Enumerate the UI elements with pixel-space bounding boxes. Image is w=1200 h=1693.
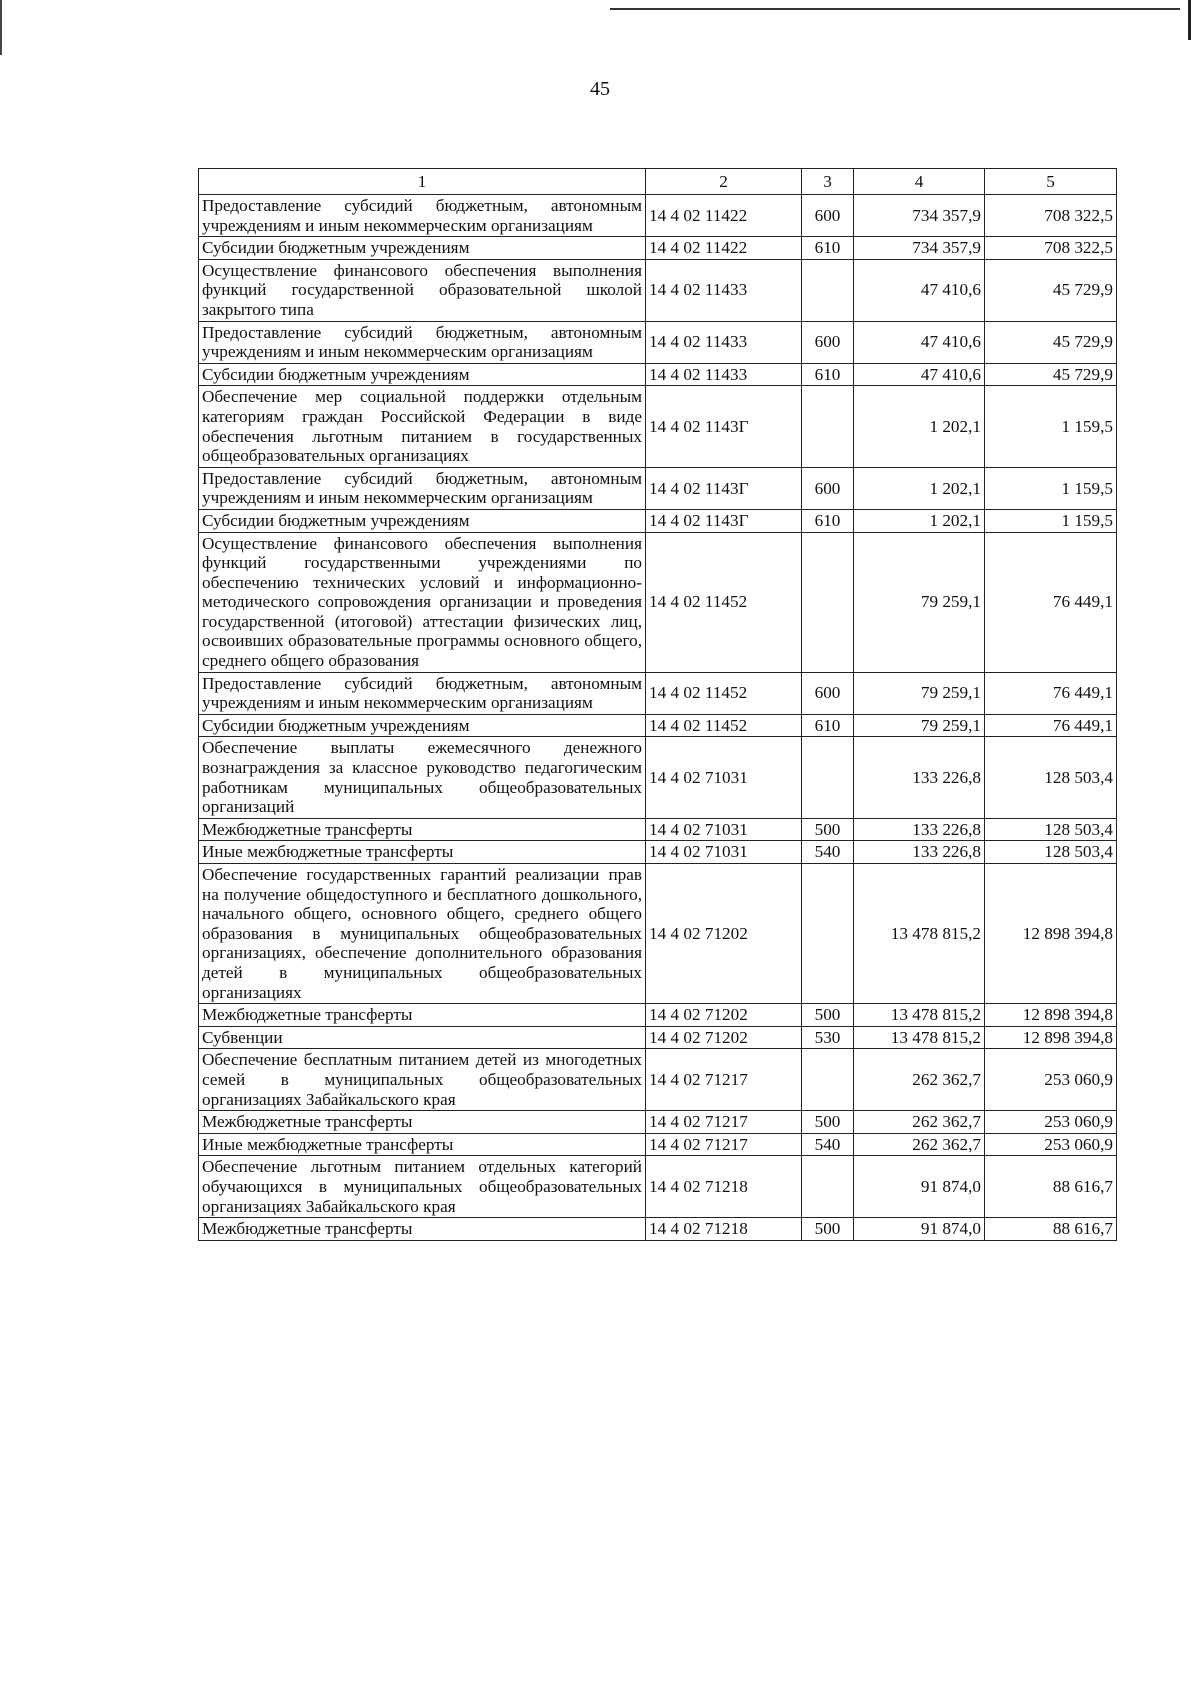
row-name: Предоставление субсидий бюджетным, автономным учреждениям и иным некоммерческим организациям bbox=[199, 672, 646, 714]
column-number-5: 5 bbox=[985, 169, 1117, 195]
row-expense-type: 500 bbox=[802, 1218, 854, 1241]
row-amount-col4: 47 410,6 bbox=[854, 321, 985, 363]
row-name: Обеспечение бесплатным питанием детей из многодетных семей в муниципальных общеобразовательных организациях Забайкальского края bbox=[199, 1049, 646, 1111]
column-number-row bbox=[199, 169, 1117, 195]
row-amount-col5: 1 159,5 bbox=[985, 509, 1117, 532]
row-amount-col4: 133 226,8 bbox=[854, 841, 985, 864]
row-amount-col4: 262 362,7 bbox=[854, 1133, 985, 1156]
row-code: 14 4 02 71202 bbox=[646, 1004, 802, 1027]
row-amount-col4: 13 478 815,2 bbox=[854, 864, 985, 1004]
row-amount-col5: 76 449,1 bbox=[985, 532, 1117, 672]
row-name: Субсидии бюджетным учреждениям bbox=[199, 509, 646, 532]
row-amount-col4: 79 259,1 bbox=[854, 714, 985, 737]
row-name: Субсидии бюджетным учреждениям bbox=[199, 363, 646, 386]
row-amount-col5: 128 503,4 bbox=[985, 841, 1117, 864]
row-amount-col5: 708 322,5 bbox=[985, 195, 1117, 237]
row-code: 14 4 02 11452 bbox=[646, 714, 802, 737]
table-row bbox=[199, 672, 1117, 714]
row-code: 14 4 02 71218 bbox=[646, 1156, 802, 1218]
table-row bbox=[199, 1004, 1117, 1027]
row-expense-type: 500 bbox=[802, 1004, 854, 1027]
row-expense-type: 610 bbox=[802, 509, 854, 532]
row-name: Межбюджетные трансферты bbox=[199, 1111, 646, 1134]
row-name: Обеспечение выплаты ежемесячного денежного вознаграждения за классное руководство педагогическим работникам муниципальных общеобразовательных организаций bbox=[199, 737, 646, 818]
row-name: Обеспечение мер социальной поддержки отдельным категориям граждан Российской Федерации в виде обеспечения льготным питанием в государственных общеобразовательных организациях bbox=[199, 386, 646, 467]
row-expense-type: 500 bbox=[802, 1111, 854, 1134]
budget-table bbox=[198, 168, 1117, 1241]
row-amount-col4: 13 478 815,2 bbox=[854, 1004, 985, 1027]
table-row bbox=[199, 386, 1117, 467]
row-name: Субвенции bbox=[199, 1026, 646, 1049]
table-row bbox=[199, 467, 1117, 509]
row-code: 14 4 02 11422 bbox=[646, 237, 802, 260]
row-amount-col4: 262 362,7 bbox=[854, 1111, 985, 1134]
row-expense-type bbox=[802, 1049, 854, 1111]
row-expense-type: 500 bbox=[802, 818, 854, 841]
row-amount-col5: 45 729,9 bbox=[985, 321, 1117, 363]
row-amount-col5: 1 159,5 bbox=[985, 386, 1117, 467]
scan-top-rule bbox=[610, 8, 1180, 10]
row-code: 14 4 02 71031 bbox=[646, 818, 802, 841]
row-amount-col5: 708 322,5 bbox=[985, 237, 1117, 260]
row-code: 14 4 02 1143Г bbox=[646, 467, 802, 509]
row-expense-type: 600 bbox=[802, 467, 854, 509]
row-amount-col4: 734 357,9 bbox=[854, 237, 985, 260]
row-code: 14 4 02 71217 bbox=[646, 1049, 802, 1111]
row-expense-type: 610 bbox=[802, 237, 854, 260]
table-row bbox=[199, 818, 1117, 841]
row-expense-type bbox=[802, 737, 854, 818]
table-row bbox=[199, 714, 1117, 737]
row-code: 14 4 02 71202 bbox=[646, 864, 802, 1004]
row-amount-col4: 1 202,1 bbox=[854, 386, 985, 467]
table-row bbox=[199, 532, 1117, 672]
column-number-2: 2 bbox=[646, 169, 802, 195]
row-amount-col4: 13 478 815,2 bbox=[854, 1026, 985, 1049]
row-expense-type: 540 bbox=[802, 1133, 854, 1156]
row-expense-type bbox=[802, 864, 854, 1004]
column-number-1: 1 bbox=[199, 169, 646, 195]
row-name: Предоставление субсидий бюджетным, автономным учреждениям и иным некоммерческим организациям bbox=[199, 195, 646, 237]
row-name: Межбюджетные трансферты bbox=[199, 1218, 646, 1241]
row-name: Предоставление субсидий бюджетным, автономным учреждениям и иным некоммерческим организациям bbox=[199, 321, 646, 363]
table-row bbox=[199, 1049, 1117, 1111]
row-name: Иные межбюджетные трансферты bbox=[199, 1133, 646, 1156]
row-amount-col4: 47 410,6 bbox=[854, 363, 985, 386]
column-number-4: 4 bbox=[854, 169, 985, 195]
column-number-3: 3 bbox=[802, 169, 854, 195]
row-amount-col5: 253 060,9 bbox=[985, 1049, 1117, 1111]
table-row bbox=[199, 195, 1117, 237]
table-row bbox=[199, 509, 1117, 532]
row-name: Осуществление финансового обеспечения выполнения функций государственными учреждениями по обеспечению технических условий и информационно-методического сопровождения организации и проведения государственной (итоговой) аттестации физических лиц, освоивших образовательные программы основного общего, среднего общего образования bbox=[199, 532, 646, 672]
row-amount-col5: 12 898 394,8 bbox=[985, 864, 1117, 1004]
row-code: 14 4 02 11452 bbox=[646, 672, 802, 714]
row-amount-col5: 45 729,9 bbox=[985, 259, 1117, 321]
row-code: 14 4 02 71031 bbox=[646, 737, 802, 818]
scan-edge-mark bbox=[0, 0, 2, 55]
row-amount-col4: 1 202,1 bbox=[854, 509, 985, 532]
table-row bbox=[199, 237, 1117, 260]
row-amount-col4: 79 259,1 bbox=[854, 532, 985, 672]
table-row bbox=[199, 1133, 1117, 1156]
row-name: Обеспечение государственных гарантий реализации прав на получение общедоступного и бесплатного дошкольного, начального общего, основного общего, среднего общего образования в муниципальных общеобразовательных организациях, обеспечение дополнительного образования детей в муниципальных общеобразовательных организациях bbox=[199, 864, 646, 1004]
row-expense-type: 610 bbox=[802, 714, 854, 737]
table-row bbox=[199, 363, 1117, 386]
row-code: 14 4 02 11433 bbox=[646, 363, 802, 386]
row-amount-col5: 88 616,7 bbox=[985, 1156, 1117, 1218]
row-amount-col4: 91 874,0 bbox=[854, 1218, 985, 1241]
table-row bbox=[199, 1156, 1117, 1218]
row-code: 14 4 02 1143Г bbox=[646, 509, 802, 532]
row-code: 14 4 02 71217 bbox=[646, 1111, 802, 1134]
row-amount-col5: 88 616,7 bbox=[985, 1218, 1117, 1241]
row-expense-type: 610 bbox=[802, 363, 854, 386]
row-code: 14 4 02 11433 bbox=[646, 321, 802, 363]
row-name: Межбюджетные трансферты bbox=[199, 818, 646, 841]
row-amount-col4: 47 410,6 bbox=[854, 259, 985, 321]
row-name: Субсидии бюджетным учреждениям bbox=[199, 714, 646, 737]
row-code: 14 4 02 11452 bbox=[646, 532, 802, 672]
table-row bbox=[199, 841, 1117, 864]
row-amount-col4: 91 874,0 bbox=[854, 1156, 985, 1218]
row-amount-col4: 1 202,1 bbox=[854, 467, 985, 509]
row-code: 14 4 02 11422 bbox=[646, 195, 802, 237]
row-code: 14 4 02 71218 bbox=[646, 1218, 802, 1241]
row-code: 14 4 02 71202 bbox=[646, 1026, 802, 1049]
row-amount-col4: 734 357,9 bbox=[854, 195, 985, 237]
row-name: Межбюджетные трансферты bbox=[199, 1004, 646, 1027]
row-amount-col5: 12 898 394,8 bbox=[985, 1004, 1117, 1027]
row-code: 14 4 02 11433 bbox=[646, 259, 802, 321]
row-expense-type: 540 bbox=[802, 841, 854, 864]
table-row bbox=[199, 321, 1117, 363]
row-amount-col5: 1 159,5 bbox=[985, 467, 1117, 509]
row-amount-col5: 12 898 394,8 bbox=[985, 1026, 1117, 1049]
row-expense-type bbox=[802, 259, 854, 321]
row-name: Осуществление финансового обеспечения выполнения функций государственной образовательной школой закрытого типа bbox=[199, 259, 646, 321]
row-amount-col4: 133 226,8 bbox=[854, 737, 985, 818]
row-amount-col4: 262 362,7 bbox=[854, 1049, 985, 1111]
row-amount-col5: 128 503,4 bbox=[985, 737, 1117, 818]
table-row bbox=[199, 259, 1117, 321]
row-amount-col4: 133 226,8 bbox=[854, 818, 985, 841]
row-expense-type: 600 bbox=[802, 672, 854, 714]
row-amount-col5: 45 729,9 bbox=[985, 363, 1117, 386]
row-name: Обеспечение льготным питанием отдельных категорий обучающихся в муниципальных общеобразовательных организациях Забайкальского края bbox=[199, 1156, 646, 1218]
page-number: 45 bbox=[590, 78, 610, 100]
row-amount-col5: 253 060,9 bbox=[985, 1133, 1117, 1156]
row-expense-type: 600 bbox=[802, 195, 854, 237]
row-code: 14 4 02 71031 bbox=[646, 841, 802, 864]
row-amount-col5: 253 060,9 bbox=[985, 1111, 1117, 1134]
row-expense-type: 600 bbox=[802, 321, 854, 363]
row-expense-type: 530 bbox=[802, 1026, 854, 1049]
row-amount-col5: 76 449,1 bbox=[985, 672, 1117, 714]
row-amount-col4: 79 259,1 bbox=[854, 672, 985, 714]
scan-right-mark bbox=[1188, 0, 1191, 40]
row-name: Иные межбюджетные трансферты bbox=[199, 841, 646, 864]
row-name: Субсидии бюджетным учреждениям bbox=[199, 237, 646, 260]
table-row bbox=[199, 1218, 1117, 1241]
row-amount-col5: 128 503,4 bbox=[985, 818, 1117, 841]
table-row bbox=[199, 737, 1117, 818]
row-code: 14 4 02 71217 bbox=[646, 1133, 802, 1156]
row-amount-col5: 76 449,1 bbox=[985, 714, 1117, 737]
row-expense-type bbox=[802, 1156, 854, 1218]
table-row bbox=[199, 1111, 1117, 1134]
row-name: Предоставление субсидий бюджетным, автономным учреждениям и иным некоммерческим организациям bbox=[199, 467, 646, 509]
table-row bbox=[199, 1026, 1117, 1049]
budget-table-body bbox=[199, 169, 1117, 1241]
row-code: 14 4 02 1143Г bbox=[646, 386, 802, 467]
table-row bbox=[199, 864, 1117, 1004]
row-expense-type bbox=[802, 386, 854, 467]
row-expense-type bbox=[802, 532, 854, 672]
